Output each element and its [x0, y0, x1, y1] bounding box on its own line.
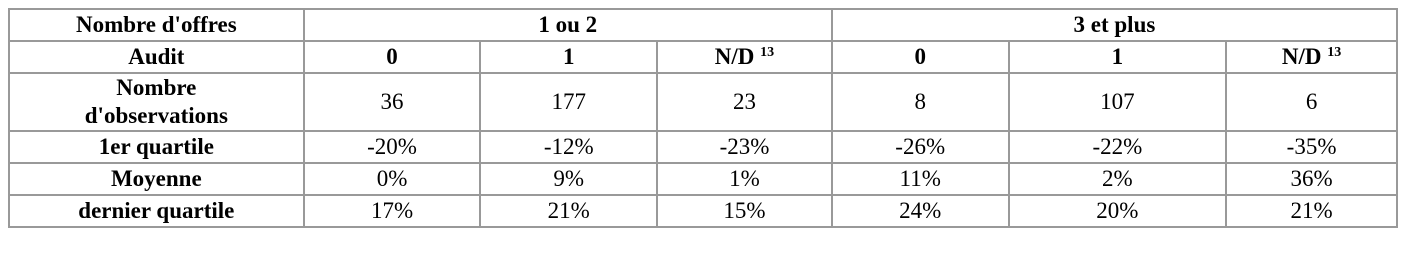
row-label-line: d'observations	[84, 103, 228, 128]
header-group-3-plus: 3 et plus	[832, 9, 1397, 41]
audit-value: 1	[563, 44, 575, 69]
header-audit-col	[1009, 41, 1227, 73]
header-audit-col	[657, 41, 832, 73]
audit-value: N/D	[714, 44, 755, 69]
table-cell: 1%	[657, 163, 832, 195]
audit-value: N/D	[1281, 44, 1322, 69]
data-table	[8, 8, 1398, 228]
table-cell: 36	[304, 73, 481, 131]
footnote-ref: 13	[1327, 45, 1342, 60]
table-cell: 107	[1009, 73, 1227, 131]
header-audit-label: Audit	[9, 41, 304, 73]
header-audit-col	[832, 41, 1009, 73]
table-cell: 21%	[480, 195, 657, 227]
table-cell: 36%	[1226, 163, 1397, 195]
table-cell: 11%	[832, 163, 1009, 195]
table-cell: -20%	[304, 131, 481, 163]
table-cell: 177	[480, 73, 657, 131]
header-audit-col	[480, 41, 657, 73]
table-cell: -35%	[1226, 131, 1397, 163]
footnote-ref: 13	[760, 45, 775, 60]
header-group-1-2: 1 ou 2	[304, 9, 832, 41]
header-offers-label: Nombre d'offres	[9, 9, 304, 41]
table-cell: 0%	[304, 163, 481, 195]
row-label: Moyenne	[9, 163, 304, 195]
header-audit-col	[1226, 41, 1397, 73]
audit-value: 0	[386, 44, 398, 69]
table-cell: 17%	[304, 195, 481, 227]
table-cell: 8	[832, 73, 1009, 131]
row-label	[9, 73, 304, 131]
table-cell: 21%	[1226, 195, 1397, 227]
table-cell: 20%	[1009, 195, 1227, 227]
table-row	[9, 163, 1397, 195]
header-row-offers	[9, 9, 1397, 41]
table-cell: 23	[657, 73, 832, 131]
table-cell: 9%	[480, 163, 657, 195]
table-cell: 2%	[1009, 163, 1227, 195]
row-label: dernier quartile	[9, 195, 304, 227]
audit-value: 1	[1111, 44, 1124, 69]
audit-value: 0	[914, 44, 926, 69]
row-label: 1er quartile	[9, 131, 304, 163]
table-cell: 15%	[657, 195, 832, 227]
table-row	[9, 195, 1397, 227]
table-cell: 6	[1226, 73, 1397, 131]
table-cell: 24%	[832, 195, 1009, 227]
row-label-line: Nombre	[116, 75, 197, 100]
table-row	[9, 131, 1397, 163]
table-row	[9, 73, 1397, 131]
header-row-audit	[9, 41, 1397, 73]
header-audit-col	[304, 41, 481, 73]
table-cell: -22%	[1009, 131, 1227, 163]
table-cell: -26%	[832, 131, 1009, 163]
table-cell: -12%	[480, 131, 657, 163]
table-cell: -23%	[657, 131, 832, 163]
